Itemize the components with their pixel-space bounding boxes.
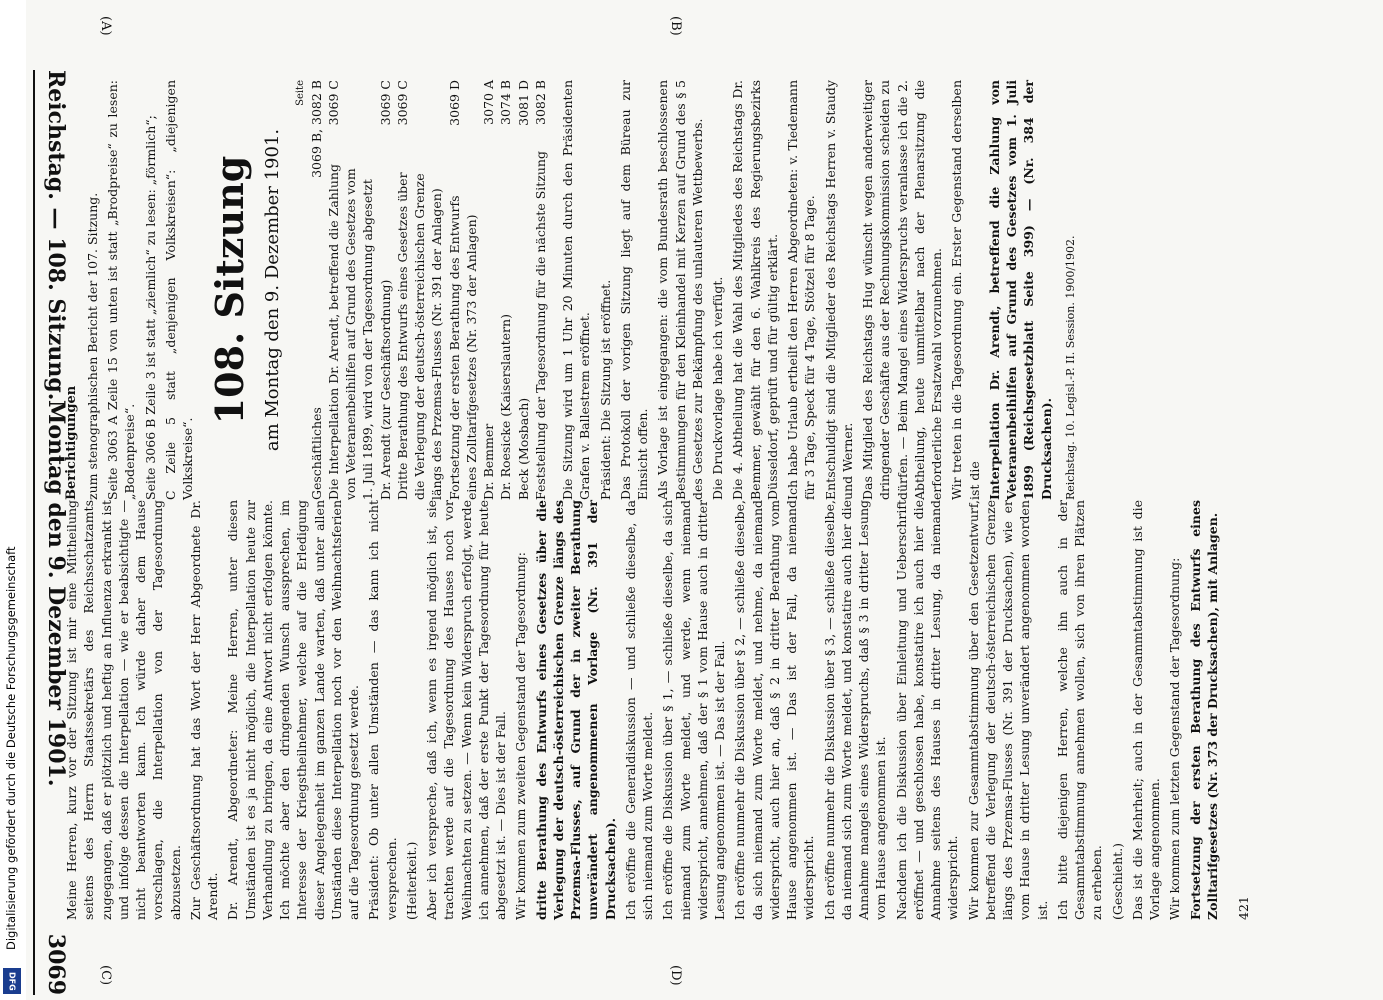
- paragraph: Dr. Arendt, Abgeordneter: Meine Herren, unter diesen Umständen ist es ja nicht möglich, die Interpellation heute zur Verhandlung zu bringen, da eine Antwort nicht erfolgen könnte. Ich möchte aber den dringenden Wunsch aussprechen, im Interesse der Kriegstheilnehmer, welche auf die Erledigung dieser Angelegenheit im ganzen Lande warten, daß unter allen Umständen diese Interpellation noch vor den Weihnachtsferien auf die Tagesordnung gesetzt werde.: [225, 500, 361, 920]
- toc-row: [308, 80, 325, 500]
- margin-mark-b: (B): [668, 16, 683, 36]
- toc-row: [325, 80, 377, 500]
- toc-row: [446, 80, 481, 500]
- agenda-item: dritte Berathung des Entwurfs eines Gesetzes über die Verlegung der deutsch-österreichischen Grenze längs des Przemsa-Flusses, auf Grund der in zweiter Berathung unverändert angenommenen Vorlage (Nr. 391 der Drucksachen).: [533, 500, 618, 920]
- toc-row: [515, 80, 532, 500]
- paragraph: Ich habe Urlaub ertheilt den Herren Abgeordneten: v. Tiedemann für 3 Tage, Speck für 4 Tage, Stötzel für 8 Tage.: [785, 80, 818, 500]
- toc-text: Dritte Berathung des Entwurfs eines Gesetzes über die Verlegung der deutsch-österreichischen Grenze längs des Przemsa-Flusses (Nr. 391 der Anlagen): [394, 172, 445, 500]
- toc-text: Feststellung der Tagesordnung für die nächste Sitzung: [532, 151, 548, 500]
- paragraph: Ich bitte diejenigen Herren, welche ihn auch in der Gesammtabstimmung annehmen wollen, sich von ihren Plätzen zu erheben.: [1054, 500, 1105, 920]
- interjection: (Geschieht.): [1109, 842, 1125, 920]
- toc-page: 3074 B: [498, 80, 514, 125]
- paragraph: Entschuldigt sind die Mitglieder des Reichstags Herren v. Staudy und Werner.: [822, 80, 855, 500]
- session-title: 108. Sitzung: [207, 155, 253, 425]
- toc-text: Dr. Arendt (zur Geschäftsordnung): [377, 279, 393, 500]
- toc-page: 3069 B, 3082 B: [308, 80, 324, 178]
- funding-notice: Digitalisierung gefördert durch die Deutsche Forschungsgemeinschaft: [4, 546, 18, 950]
- opening-paragraph: Die Sitzung wird um 1 Uhr 20 Minuten durch den Präsidenten Grafen v. Ballestrem eröffnet.: [560, 80, 593, 500]
- correction-line: C Zeile 5 statt „denjenigen Volkskreisen“: „diejenigen Volkskreise“.: [162, 80, 196, 500]
- toc-page: 3069 D: [446, 80, 462, 126]
- footer-left: Reichstag. 10. Legisl.-P. II. Session. 1900/1902.: [1063, 235, 1077, 500]
- paragraph: Wir kommen zum zweiten Gegenstand der Tagesordnung:: [513, 552, 529, 920]
- toc-row: [497, 80, 514, 500]
- paragraph: Präsident: Die Sitzung ist eröffnet.: [597, 279, 613, 500]
- margin-mark-d: (D): [668, 965, 683, 986]
- digitization-sidebar: [0, 0, 26, 1000]
- paragraph: Als Vorlage ist eingegangen: die vom Bundesrath beschlossenen Bestimmungen für den Kleinhandel mit Kerzen auf Grund des § 5 des Gesetzes zur Bekämpfung des unlauteren Wettbewerbs.: [655, 80, 705, 500]
- paragraph: Wir treten in die Tagesordnung ein. Erster Gegenstand derselben ist die: [949, 80, 982, 500]
- correction-line: Seite 3066 B Zeile 3 ist statt „ziemlich“ zu lesen: „förmlich“;: [142, 115, 158, 500]
- session-date: am Montag den 9. Dezember 1901.: [261, 128, 283, 452]
- paragraph: Aber ich verspreche, daß ich, wenn es irgend möglich ist, sie trachten werde auf die Tagesordnung des Hauses noch vor Weihnachten zu setzen. — Wenn kein Widerspruch erfolgt, werde ich annehmen, daß der erste Punkt der Tagesordnung für heute abgesetzt ist. — Dies ist der Fall.: [424, 500, 508, 920]
- paragraph: Ich eröffne die Generaldiskussion — und schließe dieselbe, da sich niemand zum Worte meldet.: [622, 500, 655, 920]
- paragraph: Ich eröffne nunmehr die Diskussion über § 2, — schließe dieselbe, da sich niemand zum Worte meldet, und nehme, da niemand widerspricht, auch hier an, daß § 2 in dritter Berathung vom Hause angenommen ist. — Das ist der Fall, da niemand widerspricht.: [732, 500, 817, 920]
- corrections-title: Berichtigungen: [64, 385, 79, 500]
- toc-text: Dr. Bemmer: [481, 423, 496, 500]
- toc-page: 3069 C: [394, 80, 410, 126]
- toc-text: Die Interpellation Dr. Arendt, betreffend die Zahlung von Veteranenbeihilfen auf Grund des Gesetzes vom 1. Juli 1899, wird von der Tagesordnung abgesetzt: [325, 164, 376, 500]
- margin-mark-a: (A): [98, 16, 113, 36]
- paragraph: Die Druckvorlage habe ich verfügt.: [710, 276, 725, 500]
- header-date: Montag den 9. Dezember 1901.: [43, 400, 69, 787]
- dfg-logo: DFG: [3, 968, 21, 994]
- paragraph: Die 4. Abtheilung hat die Wahl des Mitgliedes des Reichstags Dr. Bemmer, gewählt für den 6. Wahlkreis des Regierungsbezirks Düsseldorf, geprüft und für gültig erklärt.: [730, 80, 780, 500]
- toc-page: 3069 C: [377, 80, 393, 126]
- page-number: 3069: [43, 933, 69, 995]
- table-of-contents: [308, 80, 550, 500]
- toc-text: Fortsetzung der ersten Berathung des Entwurfs eines Zolltarifgesetzes (Nr. 373 der Anlagen): [446, 195, 479, 500]
- toc-row: [532, 80, 549, 500]
- corrections-subtitle: zum stenographischen Bericht der 107. Sitzung.: [84, 192, 100, 500]
- interjection: (Heiterkeit.): [403, 841, 419, 920]
- paragraph: Ich eröffne die Diskussion über § 1, — schließe dieselbe, da sich niemand zum Worte meldet, und werde, wenn niemand widerspricht, annehmen, daß der § 1 vom Hause auch in dritter Lesung angenommen ist. — Das ist der Fall.: [660, 500, 727, 920]
- toc-row: [480, 80, 497, 500]
- paragraph: Nachdem ich die Diskussion über Einleitung und Ueberschrift eröffnet — und geschlossen habe, konstatire ich auch hier die Annahme seitens des Hauses in dritter Lesung, da niemand widerspricht.: [893, 500, 961, 920]
- paragraph: Wir kommen zum letzten Gegenstand der Tagesordnung:: [1167, 557, 1183, 920]
- correction-line: Seite 3063 A Zeile 15 von unten ist statt „Brodpreise“ zu lesen: „Bodenpreise“.: [105, 80, 138, 500]
- paragraph: Interpellation Dr. Arendt, betreffend die Zahlung von Veteranenbeihilfen auf Grund des Gesetzes vom 1. Juli 1899 (Reichsgesetzblatt Seite 399) — (Nr. 384 der Drucksachen).: [986, 80, 1054, 500]
- paragraph: Das ist die Mehrheit; auch in der Gesammtabstimmung ist die Vorlage angenommen.: [1129, 500, 1162, 920]
- paragraph: Ich eröffne nunmehr die Diskussion über § 3, — schließe dieselbe, da niemand sich zum Worte meldet, und konstatire auch hier die Annahme mangels eines Widerspruchs, daß § 3 in dritter Lesung vom Hause angenommen ist.: [821, 500, 889, 920]
- toc-page: 3070 A: [481, 80, 496, 125]
- toc-page: 3081 D: [515, 80, 531, 126]
- toc-text: Beck (Mosbach): [515, 397, 531, 500]
- paragraph: Das Protokoll der vorigen Sitzung liegt auf dem Büreau zur Einsicht offen.: [617, 80, 650, 500]
- left-column: [63, 80, 1343, 500]
- toc-text: Dr. Roesicke (Kaiserslautern): [498, 314, 514, 500]
- agenda-item: Fortsetzung der ersten Berathung des Entwurfs eines Zolltarifgesetzes (Nr. 373 der Drucksachen), mit Anlagen.: [1187, 500, 1220, 920]
- paragraph: Das Mitglied des Reichstags Hug wünscht wegen anderweitiger dringender Geschäfte aus der Rechnungskommission scheiden zu dürfen. — Beim Mangel eines Widerspruchs veranlasse ich die 2. Abtheilung, heute unmittelbar nach der Plenarsitzung die erforderliche Ersatzwahl vorzunehmen.: [860, 80, 944, 500]
- paragraph: Wir kommen zur Gesammtabstimmung über den Gesetzentwurf, betreffend die Verlegung der deutsch-österreichischen Grenze längs des Przemsa-Flusses (Nr. 391 der Drucksachen), wie er vom Hause in dritter Lesung unverändert angenommen worden ist.: [965, 500, 1050, 920]
- toc-page-label: Seite: [294, 80, 306, 106]
- toc-page: 3069 C: [325, 80, 341, 126]
- margin-mark-c: (C): [98, 965, 113, 986]
- header-left: Reichstag. — 108. Sitzung.: [43, 70, 69, 401]
- toc-row: [377, 80, 394, 500]
- toc-page: 3082 B: [532, 80, 548, 125]
- footer-page-number: 421: [1236, 896, 1251, 920]
- right-column: [63, 500, 1343, 920]
- paragraph: Meine Herren, kurz vor der Sitzung ist mir eine Mittheilung seitens des Herrn Staatssekretärs des Reichsschatzamts zugegangen, daß er plötzlich und heftig an Influenza erkrankt ist und infolge dessen die Interpellation — wie er beabsichtigte — nicht beantworten kann. Ich würde daher dem Hause vorschlagen, die Interpellation von der Tagesordnung abzusetzen.: [64, 500, 183, 920]
- toc-text: Geschäftliches: [308, 407, 324, 500]
- paragraph: Zur Geschäftsordnung hat das Wort der Herr Abgeordnete Dr. Arendt.: [187, 500, 220, 920]
- toc-row: [394, 80, 446, 500]
- paragraph: Präsident: Ob unter allen Umständen — das kann ich nicht versprechen.: [366, 500, 399, 920]
